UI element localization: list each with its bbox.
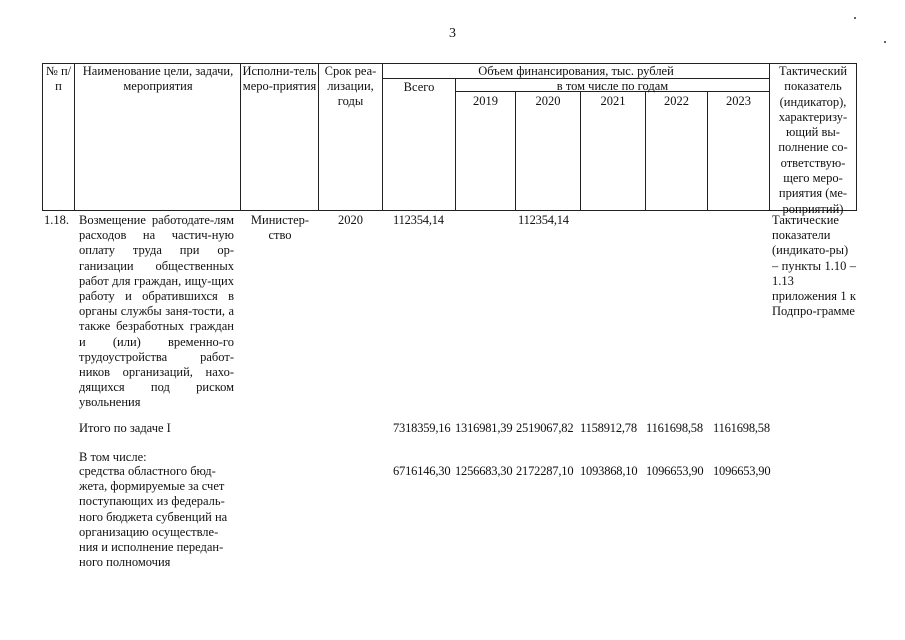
including-2020: 2172287,10 [516, 464, 574, 478]
page-number: 3 [449, 26, 456, 41]
header-no: № п/п [45, 64, 72, 93]
including-2023: 1096653,90 [713, 464, 771, 478]
total-all: 7318359,16 [393, 421, 451, 435]
row-total: 112354,14 [393, 213, 444, 227]
including-label: В том числе: [79, 450, 147, 464]
including-total: 6716146,30 [393, 464, 451, 478]
header-year-2022: 2022 [664, 94, 689, 108]
header-indicator: Тактический показатель (индикатор), характеризу-ющий вы-полнение со-ответствую-щего меро-приятия (ме-роприятий) [778, 64, 848, 216]
including-2022: 1096653,90 [646, 464, 704, 478]
header-year-2019: 2019 [473, 94, 498, 108]
total-2023: 1161698,58 [713, 421, 770, 435]
row-2020: 112354,14 [518, 213, 569, 227]
row-number: 1.18. [44, 213, 69, 227]
total-label: Итого по задаче I [79, 421, 171, 435]
total-2020: 2519067,82 [516, 421, 574, 435]
total-2021: 1158912,78 [580, 421, 637, 435]
total-2019: 1316981,39 [455, 421, 513, 435]
header-year-2023: 2023 [726, 94, 751, 108]
row-name: Возмещение работодате-лям расходов на частич-ную оплату труда при ор-ганизации общественных работ для граждан, ищу-щих работу и обратившихся в органы службы заня-тости, а также безработных граждан и (или) временно-го трудоустройства работ-ников организаций, нахо-дящихся под риском увольнения [79, 213, 234, 410]
including-source: средства областного бюд-жета, формируемые за счет поступающих из федераль-ного бюджета субвенций на организацию осуществле-ния и исполнение передан-ного полномочия [79, 464, 228, 570]
row-indicator: Тактические показатели (индикато-ры) – пункты 1.10 – 1.13 приложения 1 к Подпро-грамме [772, 213, 856, 319]
total-2022: 1161698,58 [646, 421, 703, 435]
header-total: Всего [403, 80, 435, 94]
header-year-2021: 2021 [600, 94, 626, 108]
scan-speck [854, 17, 856, 19]
header-term: Срок реа-лизации, годы [324, 64, 377, 108]
header-funding: Объем финансирования, тыс. рублей [478, 64, 674, 78]
header-executor: Исполни-тель меро-приятия [242, 64, 317, 93]
including-2021: 1093868,10 [580, 464, 638, 478]
row-term: 2020 [338, 213, 363, 227]
row-executor: Министер-ство [250, 213, 310, 243]
header-by-years: в том числе по годам [556, 79, 669, 93]
including-2019: 1256683,30 [455, 464, 513, 478]
header-year-2020: 2020 [535, 94, 561, 108]
header-name: Наименование цели, задачи, мероприятия [82, 64, 234, 93]
scan-speck [884, 41, 886, 43]
